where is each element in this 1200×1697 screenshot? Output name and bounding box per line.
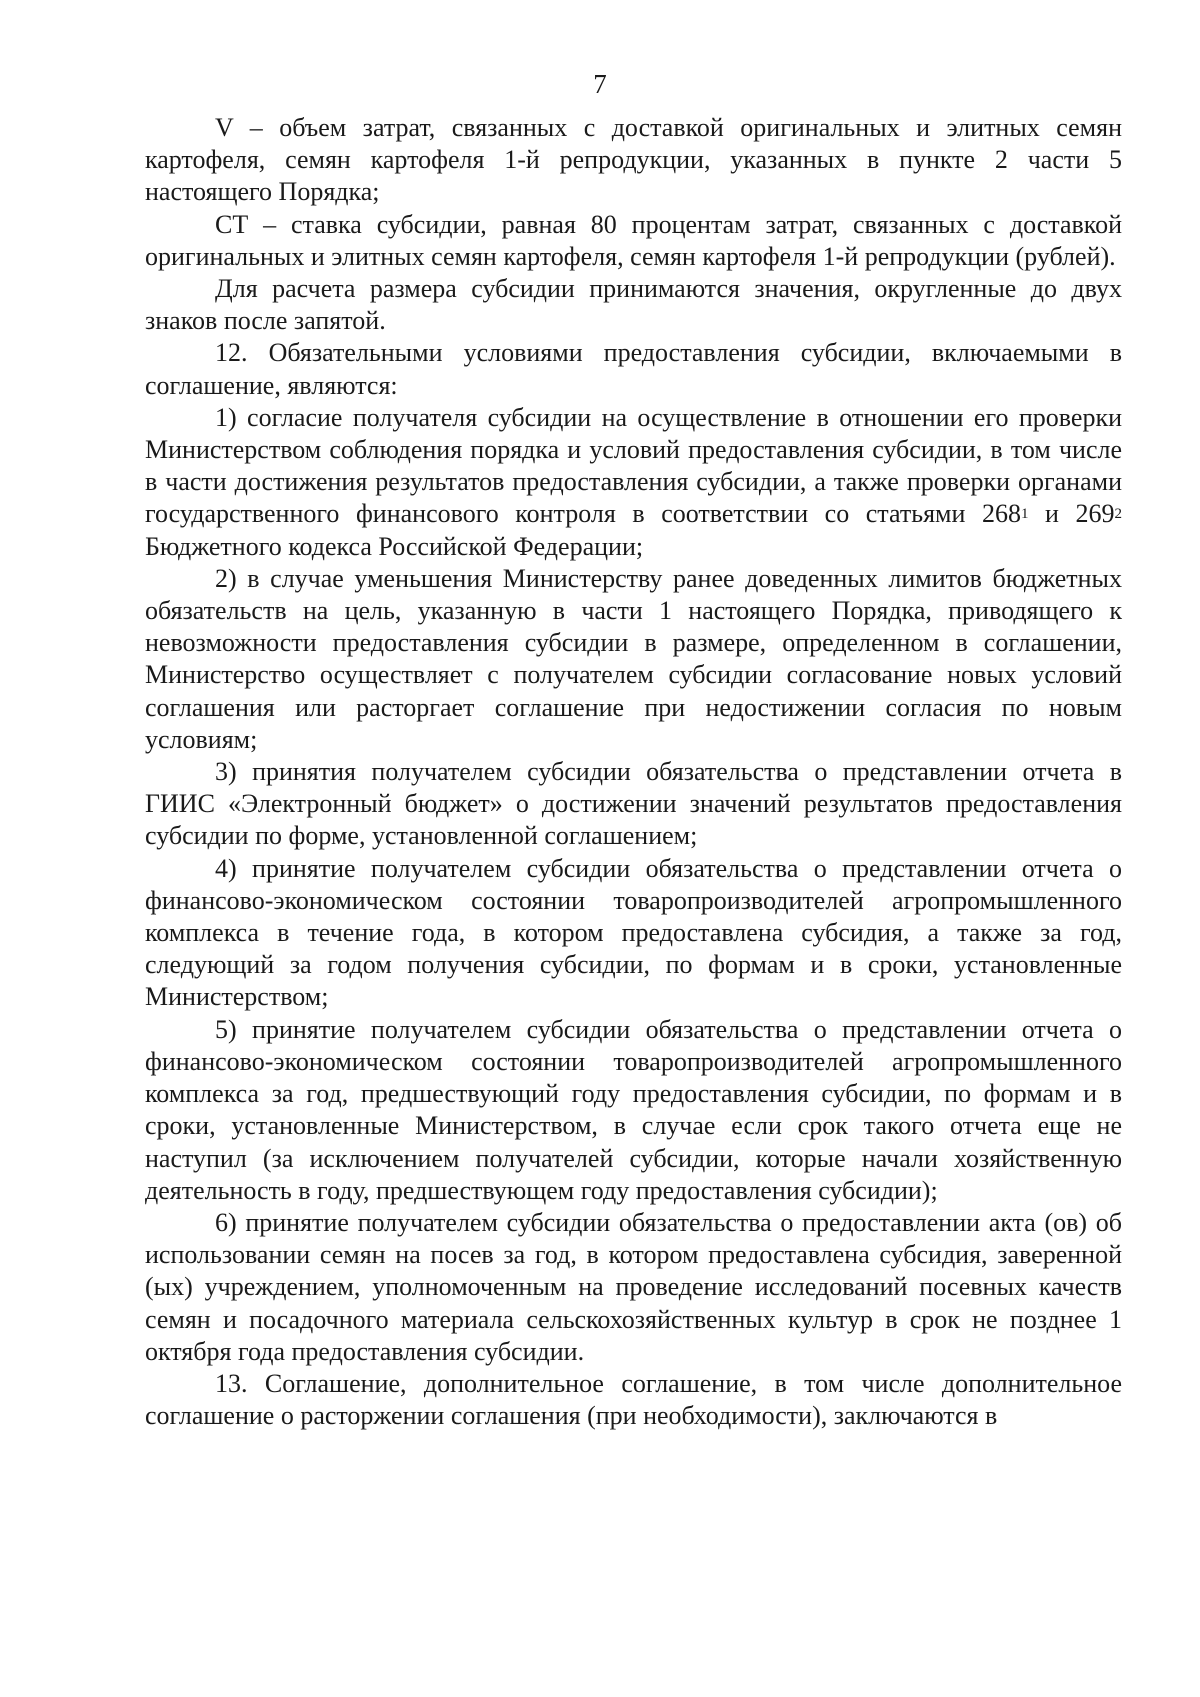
item-1-text-part-1: 1) согласие получателя субсидии на осуществление в отношении его проверки Министерством соблюдения порядка и условий предоставления субсидии, в том числе в части достижения результатов предоставления субсидии, а также проверки органами государственного финансового контроля в соответствии со статьями 268 [145, 402, 1122, 529]
document-body [145, 112, 1122, 1432]
page-number: 7 [593, 69, 607, 99]
paragraph-rounding: Для расчета размера субсидии принимаются значения, округленные до двух знаков после запятой. [145, 274, 1122, 336]
paragraph-st-definition: СТ – ставка субсидии, равная 80 процентам затрат, связанных с доставкой оригинальных и элитных семян картофеля, семян картофеля 1-й репродукции (рублей). [145, 209, 1122, 271]
paragraph-item-5: 5) принятие получателем субсидии обязательства о представлении отчета о финансово-экономическом состоянии товаропроизводителей агропромышленного комплекса за год, предшествующий году предоставления субсидии, по формам и в сроки, установленные Министерством, в случае если срок такого отчета еще не наступил (за исключением получателей субсидии, которые начали хозяйственную деятельность в году, предшествующем году предоставления субсидии); [145, 1014, 1122, 1205]
paragraph-item-2: 2) в случае уменьшения Министерству ранее доведенных лимитов бюджетных обязательств на цель, указанную в части 1 настоящего Порядка, приводящего к невозможности предоставления субсидии в размере, определенном в соглашении, Министерство осуществляет с получателем субсидии согласование новых условий соглашения или расторгает соглашение при недостижении согласия по новым условиям; [145, 563, 1122, 754]
paragraph-v-definition: V – объем затрат, связанных с доставкой оригинальных и элитных семян картофеля, семян картофеля 1-й репродукции, указанных в пункте 2 части 5 настоящего Порядка; [145, 113, 1122, 207]
item-1-superscript-1: 1 [1020, 506, 1029, 523]
paragraph-item-4: 4) принятие получателем субсидии обязательства о представлении отчета о финансово-экономическом состоянии товаропроизводителей агропромышленного комплекса в течение года, в котором предоставлена субсидия, а также за год, следующий за годом получения субсидии, по формам и в сроки, установленные Министерством; [145, 853, 1122, 1012]
item-1-text-part-3: Бюджетного кодекса Российской Федерации; [145, 531, 644, 561]
item-1-text-part-2: и 269 [1028, 499, 1115, 529]
paragraph-item-3: 3) принятия получателем субсидии обязательства о представлении отчета в ГИИС «Электронный бюджет» о достижении значений результатов предоставления субсидии по форме, установленной соглашением; [145, 757, 1122, 851]
paragraph-section-13: 13. Соглашение, дополнительное соглашение, в том числе дополнительное соглашение о расторжении соглашения (при необходимости), заключаются в [145, 1368, 1122, 1431]
paragraph-item-1 [145, 402, 1122, 563]
item-1-superscript-2: 2 [1114, 506, 1123, 523]
paragraph-section-12: 12. Обязательными условиями предоставления субсидии, включаемыми в соглашение, являются: [145, 338, 1122, 400]
paragraph-item-6: 6) принятие получателем субсидии обязательства о предоставлении акта (ов) об использовании семян на посев за год, в котором предоставлена субсидия, заверенной (ых) учреждением, уполномоченным на проведение исследований посевных качеств семян и посадочного материала сельскохозяйственных культур в срок не позднее 1 октября года предоставления субсидии. [145, 1207, 1122, 1366]
